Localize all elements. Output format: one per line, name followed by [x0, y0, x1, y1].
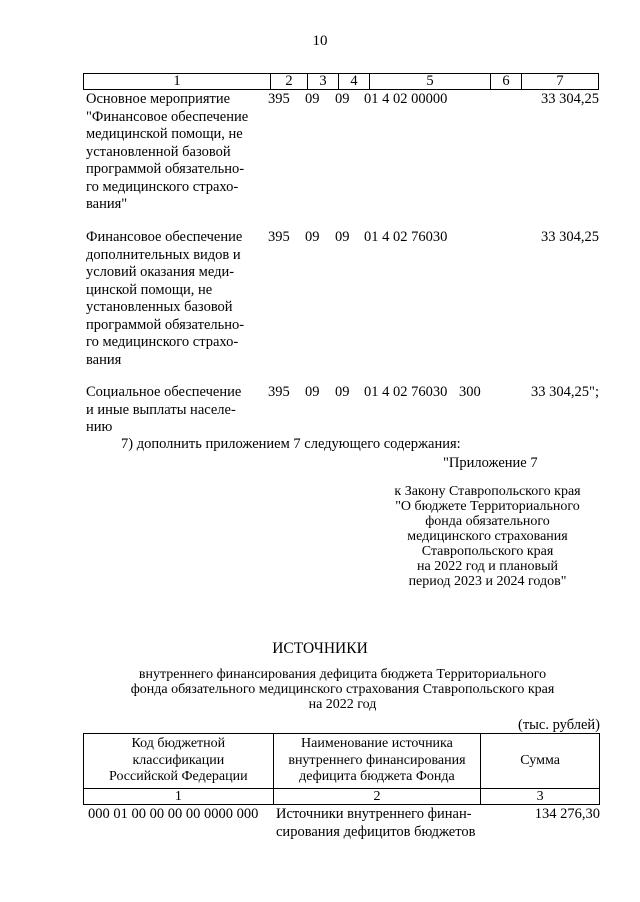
row-name-line: нию: [86, 419, 113, 435]
row-name: [86, 384, 266, 437]
row-section-code: 09: [305, 91, 320, 107]
row-ministry-code: 395: [268, 384, 290, 400]
law-reference-line: на 2022 год и плановый: [416, 559, 558, 574]
header-line: Наименование источника: [301, 736, 453, 751]
row-name: [86, 91, 266, 214]
row-target-code: 01 4 02 76030: [364, 384, 448, 400]
row-name-line: го медицинского страхо-: [86, 334, 239, 350]
law-reference-line: к Закону Ставропольского края: [394, 484, 581, 499]
page-number: 10: [312, 33, 328, 49]
table1-header-cell: 2: [271, 74, 308, 89]
table1-header: [83, 73, 599, 90]
row-source-name: [276, 806, 481, 841]
header-code: [84, 734, 274, 789]
table1-header-cell: 4: [339, 74, 370, 89]
row-section-code: 09: [305, 229, 320, 245]
law-reference-line: "О бюджете Территориального: [395, 499, 580, 514]
row-name-line: дополнительных видов и: [86, 246, 241, 263]
column-number: 1: [84, 788, 274, 804]
header-line: Сумма: [520, 752, 560, 768]
row-name-line: Основное мероприятие: [86, 91, 231, 107]
table1-header-cell: 6: [491, 74, 522, 89]
row-amount: 33 304,25: [541, 91, 599, 107]
header-line: внутреннего финансирования: [288, 752, 466, 768]
subheading-line: внутреннего финансирования дефицита бюджета Территориального: [138, 667, 547, 682]
row-ministry-code: 395: [268, 91, 290, 107]
row-name-line: условий оказания меди-: [86, 264, 235, 280]
row-name-line: Социальное обеспечение: [86, 384, 242, 400]
subheading-line: фонда обязательного медицинского страхования Ставропольского края: [130, 682, 555, 697]
row-name-line: Финансовое обеспечение: [86, 229, 243, 245]
row-name-line: установленной базовой: [86, 143, 231, 160]
row-expense-type: 300: [459, 384, 481, 400]
row-amount: 33 304,25: [541, 229, 599, 245]
sources-table-numbers: [84, 788, 600, 804]
row-name-line: программой обязательно-: [86, 161, 245, 177]
table1-header-cell: 7: [556, 73, 564, 89]
law-reference-line: медицинского страхования: [407, 529, 568, 544]
column-number: 3: [481, 788, 600, 804]
row-target-code: 01 4 02 76030: [364, 229, 448, 245]
header-sum: [481, 734, 600, 789]
header-line: Код бюджетной: [131, 736, 226, 751]
law-reference-line: фонда обязательного: [425, 514, 550, 529]
row-subsection-code: 09: [335, 384, 350, 400]
row-name-line: и иные выплаты населе-: [86, 401, 236, 418]
row-subsection-code: 09: [335, 91, 350, 107]
row-name-line: го медицинского страхо-: [86, 178, 239, 195]
header-line: Российской Федерации: [109, 769, 248, 784]
sources-table-header: [84, 734, 600, 789]
amendment-paragraph: 7) дополнить приложением 7 следующего содержания:: [121, 436, 461, 452]
row-name: [86, 229, 266, 369]
law-reference-line: период 2023 и 2024 годов": [408, 574, 567, 589]
row-name-line: "Финансовое обеспечение: [86, 108, 249, 125]
row-section-code: 09: [305, 384, 320, 400]
header-line: классификации: [132, 752, 225, 768]
sources-table: [83, 733, 600, 805]
subheading-line: на 2022 год: [308, 697, 377, 712]
row-name-line: вания: [86, 351, 122, 368]
section-subheading: [100, 667, 585, 712]
table1-header-cell: 1: [84, 74, 271, 89]
row-name-line: медицинской помощи, не: [86, 126, 243, 142]
row-name-line: программой обязательно-: [86, 316, 245, 333]
section-heading: ИСТОЧНИКИ: [272, 640, 368, 657]
law-reference: [380, 484, 595, 589]
row-sum: 134 276,30: [534, 806, 600, 822]
table1-header-cell: 5: [370, 74, 491, 89]
row-name-line: сирования дефицитов бюджетов: [276, 823, 476, 840]
row-target-code: 01 4 02 00000: [364, 91, 448, 107]
row-name-line: вания": [86, 196, 128, 212]
row-code: 000 01 00 00 00 00 0000 000: [88, 806, 259, 822]
row-amount: 33 304,25";: [531, 384, 599, 400]
column-number: 2: [273, 788, 481, 804]
table1-header-cell: 3: [308, 74, 339, 89]
law-reference-line: Ставропольского края: [421, 544, 554, 559]
row-subsection-code: 09: [335, 229, 350, 245]
header-line: дефицита бюджета Фонда: [299, 769, 455, 784]
row-name-line: Источники внутреннего финан-: [276, 806, 472, 822]
row-name-line: установленных базовой: [86, 299, 233, 315]
appendix-title: "Приложение 7: [443, 455, 538, 471]
row-ministry-code: 395: [268, 229, 290, 245]
units-label: (тыс. рублей): [518, 717, 600, 733]
row-name-line: цинской помощи, не: [86, 281, 213, 298]
header-source-name: [273, 734, 481, 789]
